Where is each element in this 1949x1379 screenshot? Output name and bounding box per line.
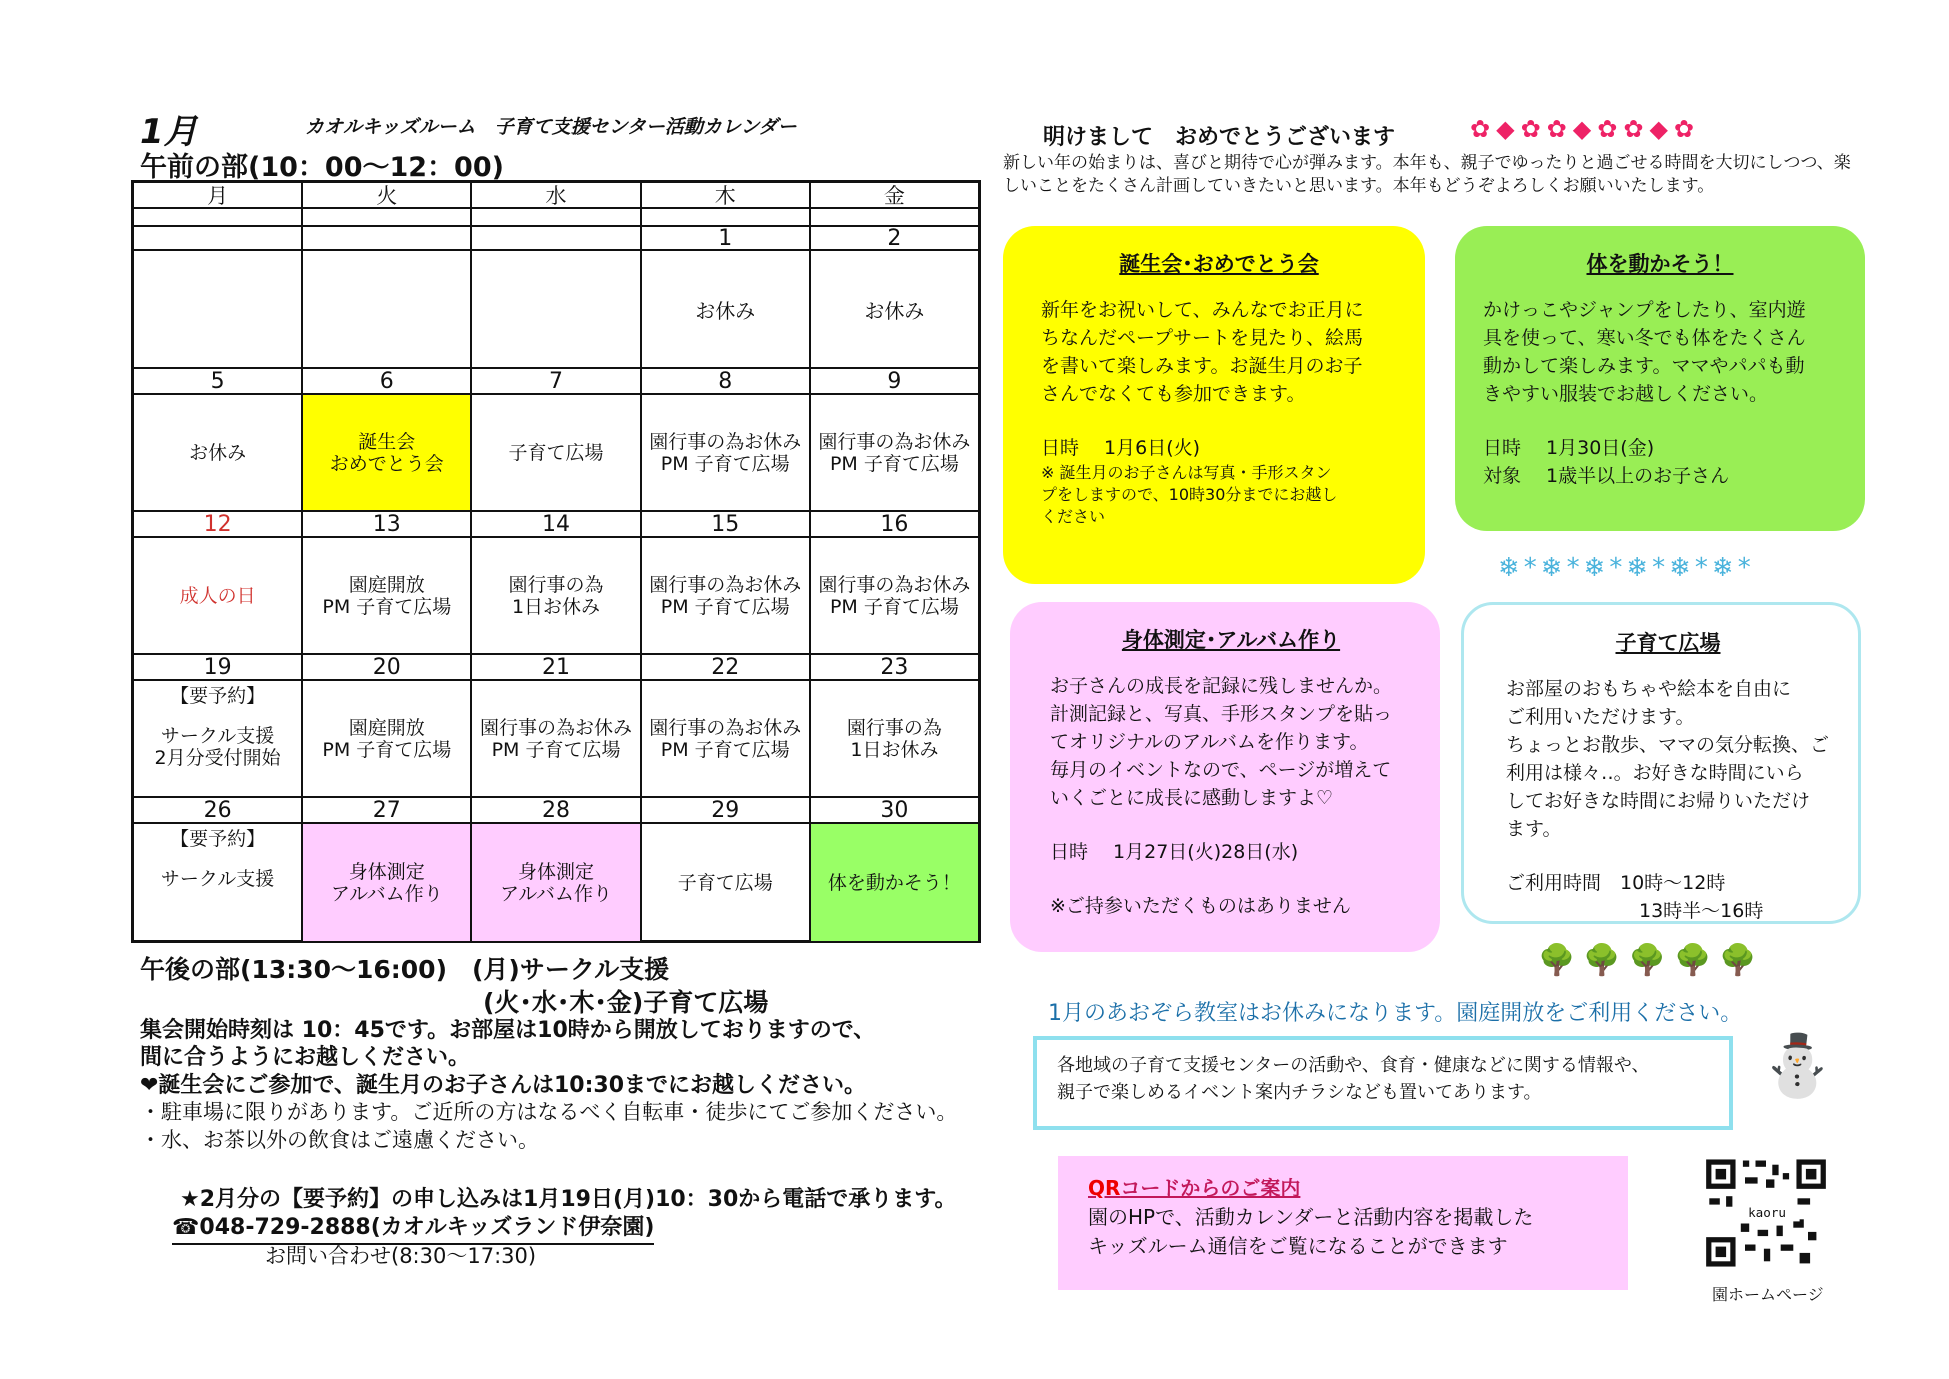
- box-line: ます。: [1506, 818, 1562, 840]
- event-line: アルバム作り: [330, 882, 443, 905]
- date-cell: 15: [642, 512, 811, 536]
- box-note: ください: [1041, 507, 1106, 526]
- move-title: 体を動かそう！: [1586, 252, 1734, 276]
- event-cell: お休み: [864, 298, 925, 323]
- box-line: 毎月のイベントなので、ページが増えて: [1050, 759, 1392, 781]
- event-cell: [303, 538, 472, 653]
- event-cell: [134, 395, 303, 510]
- box-line: てオリジナルのアルバムを作ります。: [1050, 731, 1369, 753]
- event-line: 園行事の為お休み: [818, 430, 971, 453]
- event-line: 子育て広場: [677, 871, 773, 894]
- event-line: PM 子育て広場: [660, 595, 790, 618]
- box-line: 利用は様々‥。お好きな時間にいら: [1506, 762, 1804, 784]
- weekday-tue: 火: [303, 183, 472, 207]
- event-cell: [472, 251, 641, 367]
- plaza-title: 子育て広場: [1615, 631, 1721, 655]
- date-cell: 21: [472, 655, 641, 679]
- event-line: 子育て広場: [508, 441, 604, 464]
- event-line: 園行事の為お休み: [818, 573, 971, 596]
- box-line: [1483, 408, 1837, 434]
- birthday-box: [1003, 226, 1425, 584]
- box-line: 日時 1月6日(火): [1041, 437, 1201, 459]
- event-cell: [134, 251, 303, 367]
- date-cell-holiday: 12: [134, 512, 303, 536]
- birthday-title: 誕生会･おめでとう会: [1119, 252, 1319, 276]
- center-title: カオルキッズルーム 子育て支援センター活動カレンダー: [305, 116, 797, 138]
- event-cell: [642, 681, 811, 796]
- event-line: 園行事の為: [508, 573, 604, 596]
- svg-text:kaoru: kaoru: [1748, 1205, 1787, 1221]
- box-line: 具を使って、寒い冬でも体をたくさん: [1483, 327, 1806, 349]
- weekday-thu: 木: [642, 183, 811, 207]
- date-row-week3: [134, 512, 978, 538]
- pm-session-subtitle: (火･水･木･金)子育て広場: [483, 988, 769, 1017]
- event-cell-circle: [134, 824, 303, 941]
- reservation-info: ★2月分の【要予約】の申し込みは1月19日(月)10：30から電話で承ります。: [180, 1187, 957, 1212]
- box-line: かけっこやジャンプをしたり、室内遊: [1483, 299, 1806, 321]
- date-row-week2: [134, 369, 978, 395]
- qr-label: 園ホームページ: [1712, 1285, 1824, 1304]
- event-row-week1: [134, 251, 978, 369]
- date-cell: 8: [642, 369, 811, 393]
- blank-cell: [134, 209, 303, 225]
- aozora-notice: 1月のあおぞら教室はお休みになります。園庭開放をご利用ください。: [1048, 1001, 1743, 1026]
- greeting-title: 明けまして おめでとうございます: [1043, 125, 1396, 150]
- snowflake-icon: ❄*❄*❄*❄*❄*❄*: [1498, 553, 1755, 583]
- inquiry-hours: お問い合わせ(8:30～17:30): [265, 1244, 537, 1268]
- box-line: してお好きな時間にお帰りいただけ: [1506, 790, 1811, 812]
- event-cell: お休み: [642, 251, 811, 367]
- date-cell: 30: [880, 797, 909, 823]
- event-cell: [642, 824, 811, 941]
- date-cell: 28: [472, 798, 641, 822]
- box-line: ※ご持参いただくものはありません: [1050, 895, 1351, 917]
- activity-calendar: [131, 180, 981, 943]
- event-line: PM 子育て広場: [322, 595, 452, 618]
- note-birthday: ❤誕生会にご参加で、誕生月のお子さんは10:30までにお越しください。: [140, 1073, 867, 1098]
- box-line: きやすい服装でお越しください。: [1483, 383, 1769, 405]
- weekday-mon: 月: [134, 183, 303, 207]
- event-line: PM 子育て広場: [491, 738, 621, 761]
- measure-box: [1010, 602, 1440, 952]
- info-line: 親子で楽しめるイベント案内チラシなども置いてあります。: [1057, 1082, 1542, 1103]
- blank-cell: [303, 209, 472, 225]
- date-cell: [134, 227, 303, 249]
- box-note: プをしますので、10時30分までにお越し: [1041, 485, 1338, 504]
- date-cell: 1: [642, 227, 811, 249]
- event-line: 2月分受付開始: [154, 747, 281, 769]
- date-row-week1: [134, 227, 978, 251]
- box-line: [1041, 408, 1397, 434]
- reservation-required-label: 【要予約】: [170, 828, 266, 850]
- date-cell: 14: [472, 512, 641, 536]
- event-line: 体を動かそう！: [827, 871, 961, 894]
- event-line: 園庭開放: [348, 573, 425, 596]
- box-line: 13時半～16時: [1506, 900, 1764, 922]
- date-cell: 19: [134, 655, 303, 679]
- event-cell: [811, 538, 978, 653]
- event-line: お休み: [189, 441, 247, 464]
- event-line: 園行事の為: [846, 716, 942, 739]
- event-cell-measure: [472, 824, 641, 941]
- weekday-header: [134, 183, 978, 209]
- event-line: サークル支援: [160, 725, 275, 747]
- note-start-time: 集会開始時刻は 10：45です。お部屋は10時から開放しておりますので、: [140, 1018, 876, 1043]
- date-cell: 9: [887, 368, 902, 394]
- date-row-week5: [134, 798, 978, 824]
- box-line: 新年をお祝いして、みんなでお正月に: [1041, 299, 1364, 321]
- box-line: お子さんの成長を記録に残しませんか。: [1050, 675, 1393, 697]
- box-line: 日時 1月27日(火)28日(水): [1050, 841, 1299, 863]
- date-row-week4: [134, 655, 978, 681]
- qr-title-prefix: QR: [1088, 1176, 1121, 1200]
- qr-line: 園のHPで、活動カレンダーと活動内容を掲載した: [1088, 1205, 1534, 1229]
- box-note: ※ 誕生月のお子さんは写真・手形スタン: [1041, 463, 1332, 482]
- qr-code-icon[interactable]: [1703, 1156, 1829, 1270]
- event-line: 1日お休み: [511, 595, 601, 618]
- event-line: サークル支援: [160, 868, 275, 890]
- month-title: 1月: [140, 112, 198, 152]
- event-cell: [303, 251, 472, 367]
- box-line: いくごとに成長に感動しますよ♡: [1050, 787, 1334, 809]
- box-line: 日時 1月30日(金): [1483, 437, 1655, 459]
- box-line: ご利用時間 10時～12時: [1506, 872, 1726, 894]
- note-parking: ・駐車場に限りがあります。ご近所の方はなるべく自転車・徒歩にてご参加ください。: [140, 1100, 958, 1124]
- am-session-title: 午前の部(10：00～12：00): [140, 152, 504, 183]
- snowman-icon: ⛄: [1760, 1031, 1835, 1101]
- winter-tree-icon: 🌳🌳🌳🌳🌳: [1538, 943, 1765, 978]
- event-cell: [811, 395, 978, 510]
- event-cell: [303, 681, 472, 796]
- event-line: 1日お休み: [850, 738, 939, 761]
- weekday-wed: 水: [472, 183, 641, 207]
- event-line: 身体測定: [348, 860, 425, 883]
- box-line: 計測記録と、写真、手形スタンプを貼っ: [1050, 703, 1393, 725]
- event-cell: [472, 681, 641, 796]
- event-line: 園行事の為お休み: [649, 573, 802, 596]
- date-cell: 26: [134, 798, 303, 822]
- event-cell-birthday: [303, 395, 472, 510]
- date-cell: 2: [887, 225, 902, 251]
- event-cell: [811, 681, 978, 796]
- event-cell-circle: [134, 681, 303, 796]
- date-cell: 23: [880, 654, 909, 680]
- plum-flower-icon: ✿◆✿✿◆✿✿◆✿: [1470, 115, 1701, 143]
- move-box: [1455, 226, 1865, 531]
- note-arrive: 間に合うようにお越しください。: [140, 1045, 471, 1070]
- pm-session-title: 午後の部(13:30～16:00) (月)サークル支援: [140, 955, 670, 984]
- event-cell-move: [811, 824, 978, 941]
- date-cell: [303, 227, 472, 249]
- blank-cell: [642, 209, 811, 225]
- event-line: おめでとう会: [329, 452, 444, 475]
- box-line: さんでなくても参加できます。: [1041, 383, 1306, 405]
- event-line: 園行事の為お休み: [649, 430, 802, 453]
- qr-guide-box: [1058, 1156, 1628, 1290]
- blank-cell: [472, 209, 641, 225]
- event-line: PM 子育て広場: [829, 595, 959, 618]
- date-cell: 29: [642, 798, 811, 822]
- event-row-week3: [134, 538, 978, 655]
- box-line: 動かして楽しみます。ママやパパも動: [1483, 355, 1805, 377]
- blank-cell: [811, 209, 978, 225]
- event-row-week2: [134, 395, 978, 512]
- qr-guide-title: [1088, 1174, 1598, 1203]
- note-food: ・水、お茶以外の飲食はご遠慮ください。: [140, 1128, 539, 1152]
- event-cell-holiday: [134, 538, 303, 653]
- date-cell: 5: [134, 369, 303, 393]
- event-line: 誕生会: [358, 430, 416, 453]
- box-line: ちなんだペープサートを見たり、絵馬: [1041, 327, 1364, 349]
- date-cell: 22: [642, 655, 811, 679]
- box-line: ご利用いただけます。: [1506, 706, 1695, 728]
- event-line: 成人の日: [179, 584, 256, 607]
- event-line: 園庭開放: [348, 716, 425, 739]
- event-row-week5: [134, 824, 978, 941]
- info-line: 各地域の子育て支援センターの活動や、食育・健康などに関する情報や、: [1057, 1055, 1650, 1076]
- event-cell: [472, 395, 641, 510]
- event-line: 身体測定: [518, 860, 595, 883]
- qr-line: キッズルーム通信をご覧になることができます: [1088, 1234, 1508, 1258]
- box-line: 対象 1歳半以上のお子さん: [1483, 465, 1730, 487]
- date-cell: 27: [303, 798, 472, 822]
- event-line: 園行事の為お休み: [649, 716, 802, 739]
- phone-number: ☎048-729-2888(カオルキッズランド伊奈園): [172, 1210, 654, 1245]
- box-line: [1050, 866, 1412, 892]
- event-cell: [642, 538, 811, 653]
- event-cell-measure: [303, 824, 472, 941]
- box-line: [1506, 843, 1830, 869]
- event-line: PM 子育て広場: [322, 738, 452, 761]
- date-cell: 6: [303, 369, 472, 393]
- event-line: 園行事の為お休み: [480, 716, 633, 739]
- date-cell: 16: [880, 511, 909, 537]
- event-cell: [642, 395, 811, 510]
- event-row-week4: [134, 681, 978, 798]
- event-line: PM 子育て広場: [660, 452, 790, 475]
- info-box: [1033, 1036, 1733, 1130]
- event-line: PM 子育て広場: [829, 452, 959, 475]
- box-line: お部屋のおもちゃや絵本を自由に: [1506, 678, 1792, 700]
- box-line: ちょっとお散歩、ママの気分転換、ご: [1506, 734, 1830, 756]
- qr-title-rest: コードからのご案内: [1120, 1176, 1301, 1200]
- measure-title: 身体測定･アルバム作り: [1121, 628, 1341, 652]
- event-line: アルバム作り: [500, 882, 612, 905]
- event-line: PM 子育て広場: [660, 738, 790, 761]
- event-cell: [472, 538, 641, 653]
- greeting-text: 新しい年の始まりは、喜びと期待で心が弾みます。本年も、親子でゆったりと過ごせる時間を大切にしつつ、楽しいことをたくさん計画していきたいと思います。本年もどうぞよろしくお願いいたします。: [1003, 153, 1851, 196]
- date-cell: [472, 227, 641, 249]
- date-cell: 7: [472, 369, 641, 393]
- box-line: を書いて楽しみます。お誕生月のお子: [1041, 355, 1363, 377]
- box-line: [1050, 812, 1412, 838]
- reservation-required-label: 【要予約】: [170, 685, 266, 707]
- date-cell: 13: [303, 512, 472, 536]
- date-cell: 20: [303, 655, 472, 679]
- weekday-fri: 金: [883, 184, 905, 208]
- plaza-box: [1461, 602, 1861, 924]
- blank-row: [134, 209, 978, 227]
